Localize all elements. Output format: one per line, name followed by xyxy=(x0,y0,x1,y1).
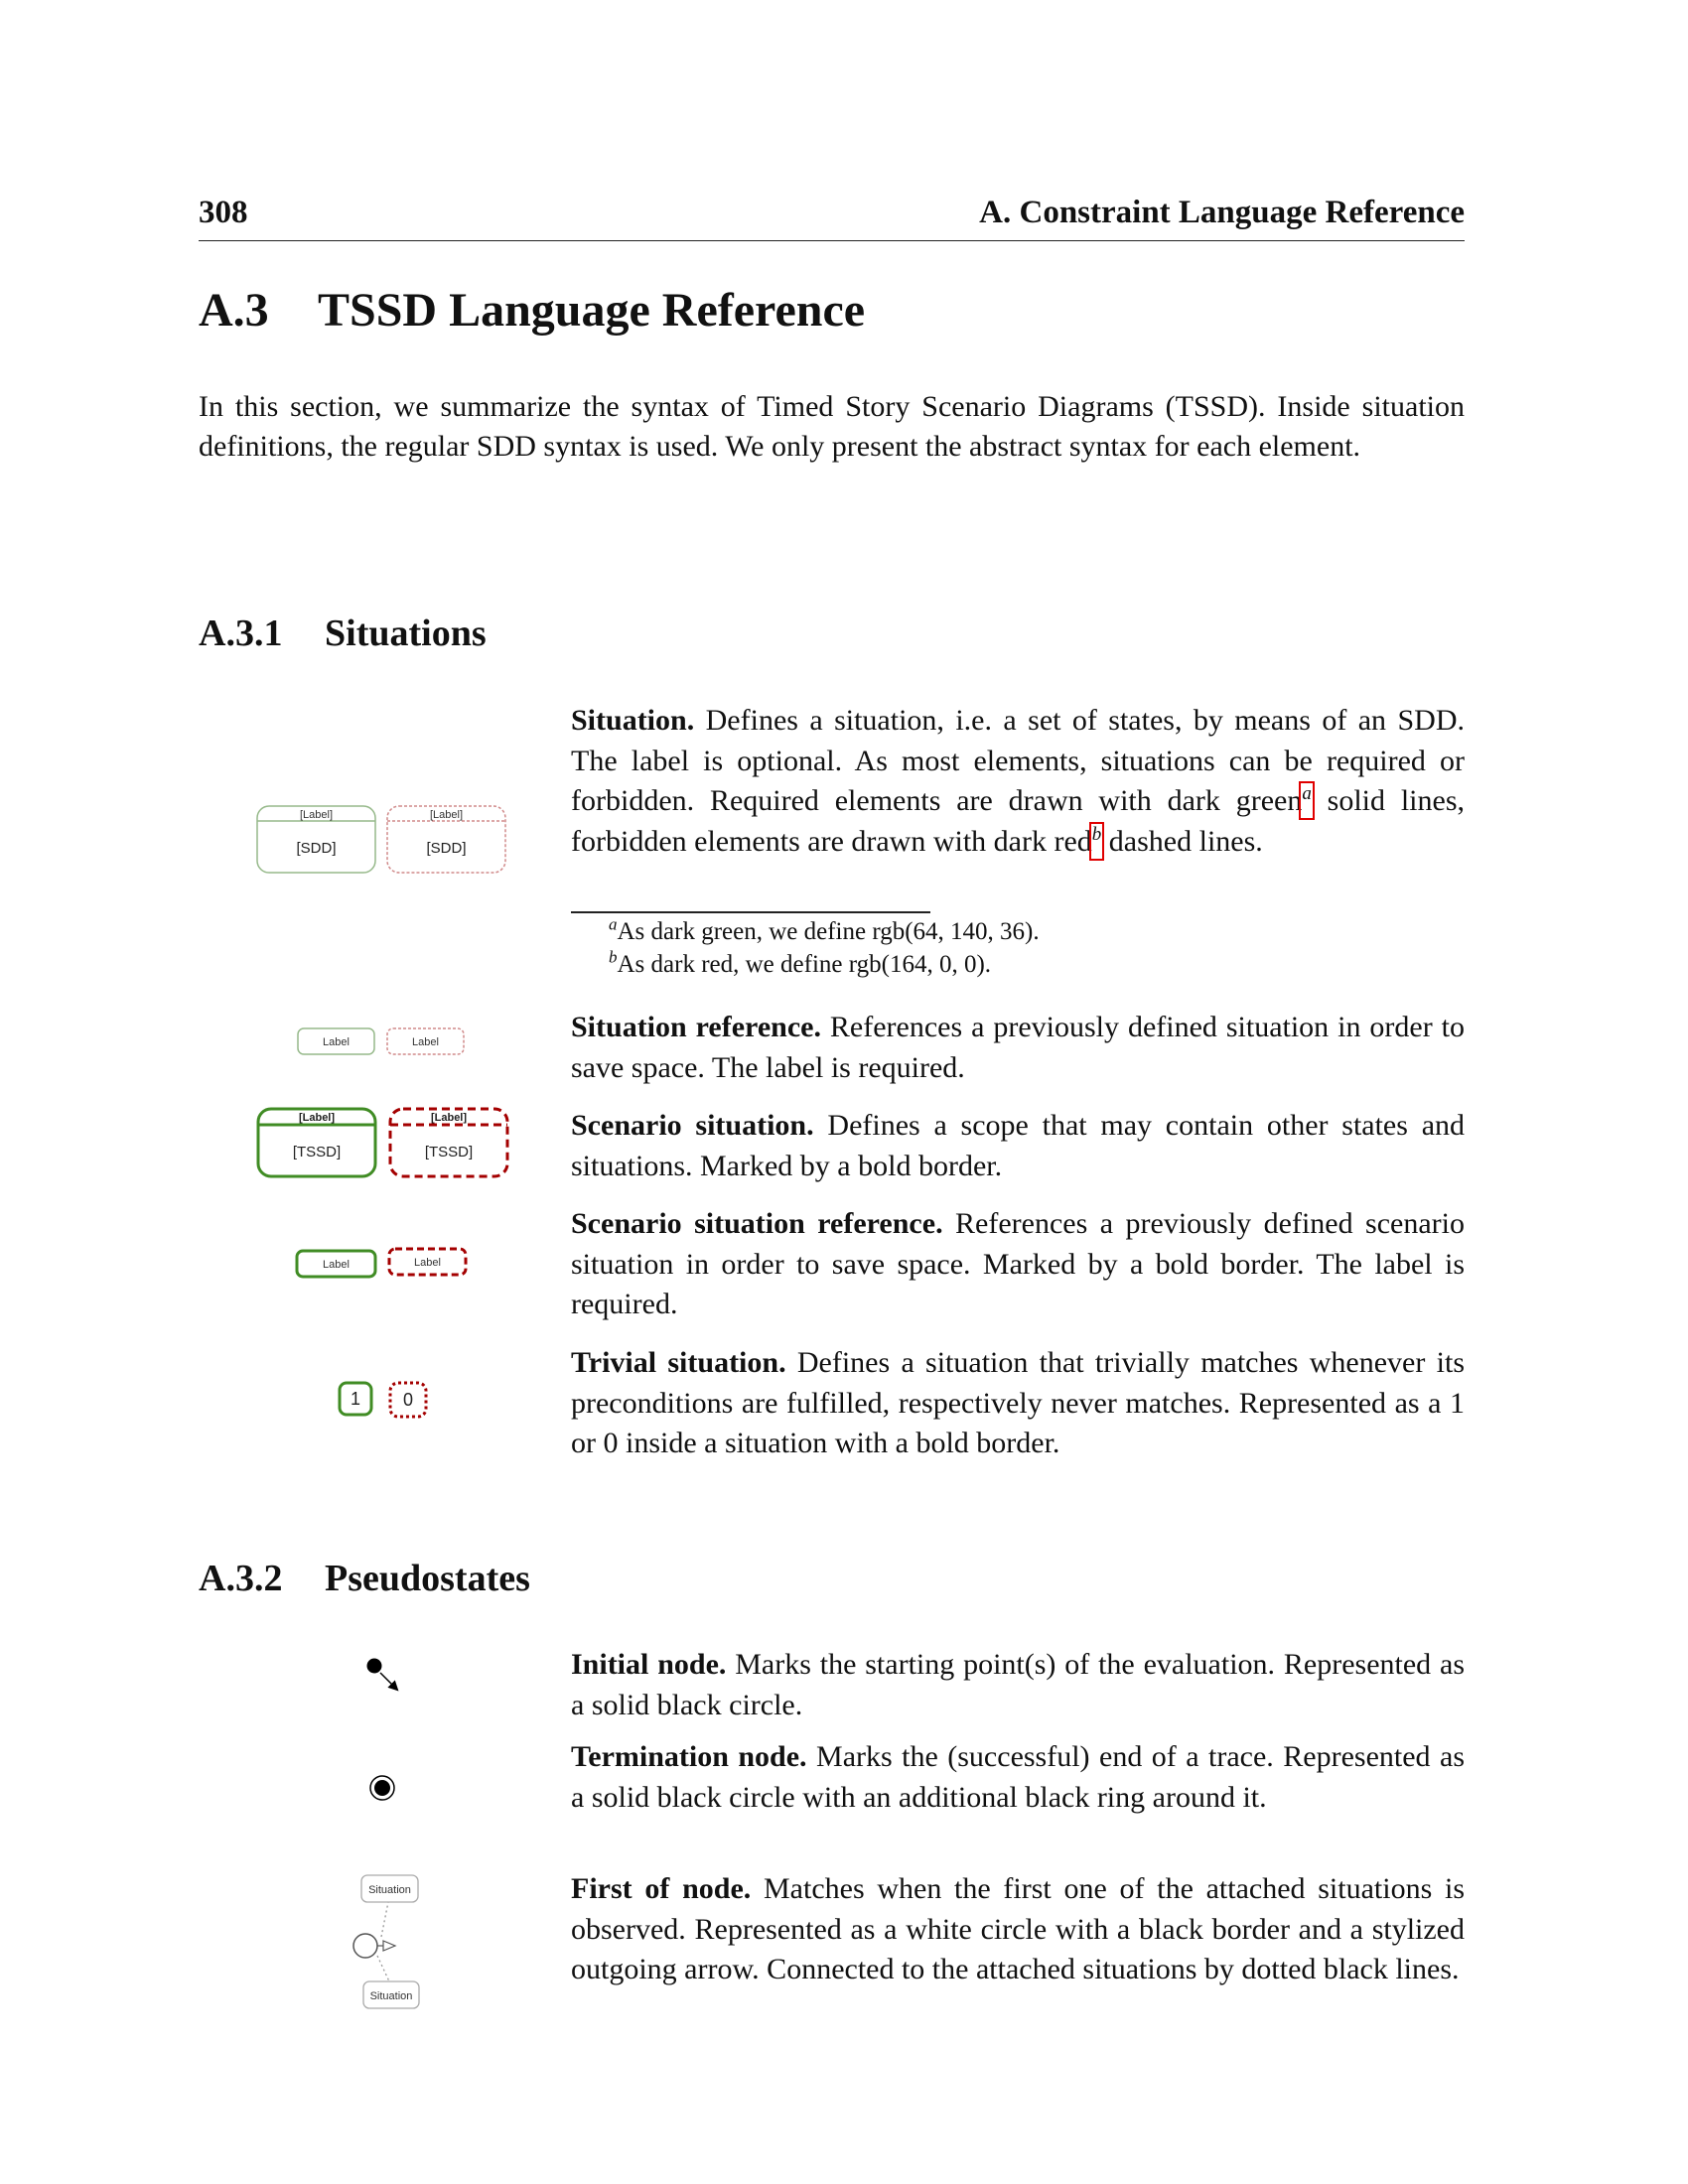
page-number: 308 xyxy=(199,195,248,230)
entry-term: Termination node. xyxy=(571,1740,807,1773)
subsection-number: A.3.2 xyxy=(199,1558,283,1599)
chapter-title: A. Constraint Language Reference xyxy=(979,195,1465,230)
trivial-situation-true-figure xyxy=(340,1383,371,1415)
scenario-tssd: [TSSD] xyxy=(292,1144,342,1160)
entry-text: Defines a situation that trivially matches whenever its preconditions are fulfilled, respectively never matches. Represented as a 1 or 0 inside a situation with a bold border. xyxy=(571,1346,1465,1459)
footnote-a: $^a$As dark green, we define rgb(64, 140, 36). xyxy=(609,914,1040,945)
scenario-label: [Label] xyxy=(430,1112,468,1124)
entry-term: Scenario situation reference. xyxy=(571,1207,943,1240)
situation-sdd: [SDD] xyxy=(296,840,337,857)
trivial-true-value: 1 xyxy=(350,1389,361,1409)
entry-text: Matches when the first one of the attached situations is observed. Represented as a white circle with a black border and a stylized outgoing arrow. Connected to the attached situations by dotted black lines. xyxy=(571,1872,1465,1985)
subsection-title: Situations xyxy=(325,613,487,654)
entry-term: Initial node. xyxy=(571,1648,727,1681)
scenario-situation-forbidden-figure xyxy=(390,1109,507,1176)
entry-text: dashed lines. xyxy=(1101,824,1263,858)
entry-text: Defines a scope that may contain other states and situations. Marked by a bold border. xyxy=(571,1109,1466,1182)
trivial-false-value: 0 xyxy=(402,1390,414,1410)
reference-label: Label xyxy=(323,1259,350,1271)
scenario-label: [Label] xyxy=(298,1112,336,1124)
scenario-situation-required-figure xyxy=(258,1109,375,1176)
first-of-arrow-icon xyxy=(383,1941,395,1951)
section-title: TSSD Language Reference xyxy=(318,284,866,337)
termination-node-figure xyxy=(370,1776,394,1800)
trivial-situation-false-figure xyxy=(390,1383,426,1417)
situation-label: [Label] xyxy=(299,809,334,821)
scenario-reference-required-figure xyxy=(297,1251,375,1277)
entry-text: Defines a situation, i.e. a set of states, by means of an SDD. The label is optional. As most elements, situations can be required or forbidden. Required elements are drawn with dark green xyxy=(571,704,1465,817)
termination-node-circle xyxy=(374,1780,390,1796)
footnote-b: $^b$As dark red, we define rgb(164, 0, 0). xyxy=(609,947,992,978)
situation-label: [Label] xyxy=(429,809,464,821)
reference-label: Label xyxy=(323,1036,350,1048)
scenario-reference-forbidden-figure xyxy=(389,1249,466,1275)
situation-sdd: [SDD] xyxy=(426,840,467,857)
entry-text: References a previously defined situation in order to save space. The label is required. xyxy=(571,1011,1465,1084)
entry-text: Marks the starting point(s) of the evaluation. Represented as a solid black circle. xyxy=(571,1648,1465,1721)
situation-forbidden-figure xyxy=(387,806,505,873)
footnote-mark-b[interactable]: b xyxy=(1092,825,1102,858)
subsection-title: Pseudostates xyxy=(325,1558,530,1599)
situation-reference-forbidden-figure xyxy=(387,1028,464,1054)
initial-node-arrow xyxy=(380,1673,397,1690)
situation-reference-required-figure xyxy=(298,1028,374,1054)
entry-term: Situation. xyxy=(571,704,695,737)
reference-label: Label xyxy=(412,1036,439,1048)
reference-label: Label xyxy=(414,1257,441,1269)
entry-text: solid lines, forbidden elements are drawn with dark red xyxy=(571,784,1465,858)
first-of-situation-label: Situation xyxy=(368,1884,411,1896)
section-number: A.3 xyxy=(199,284,269,337)
entry-text: Marks the (successful) end of a trace. Represented as a solid black circle with an additional black ring around it. xyxy=(571,1740,1465,1814)
first-of-situation-label: Situation xyxy=(369,1990,413,2002)
entry-term: Trivial situation. xyxy=(571,1346,786,1379)
subsection-number: A.3.1 xyxy=(199,613,283,654)
entry-term: Scenario situation. xyxy=(571,1109,814,1142)
entry-term: Situation reference. xyxy=(571,1011,821,1043)
first-of-node-circle xyxy=(353,1934,377,1958)
initial-node-circle xyxy=(367,1659,382,1674)
situation-required-figure xyxy=(257,806,375,873)
entry-text: References a previously defined scenario situation in order to save space. Marked by a bold border. The label is required. xyxy=(571,1207,1465,1320)
intro-paragraph: In this section, we summarize the syntax of Timed Story Scenario Diagrams (TSSD). Inside situation definitions, the regular SDD syntax is used. We only present the abstract syntax for each element. xyxy=(199,390,1465,463)
footnote-mark-a[interactable]: a xyxy=(1302,784,1312,817)
scenario-tssd: [TSSD] xyxy=(424,1144,474,1160)
entry-term: First of node. xyxy=(571,1872,752,1905)
initial-node-figure xyxy=(367,1659,398,1691)
first-of-node-figure xyxy=(353,1875,419,2008)
